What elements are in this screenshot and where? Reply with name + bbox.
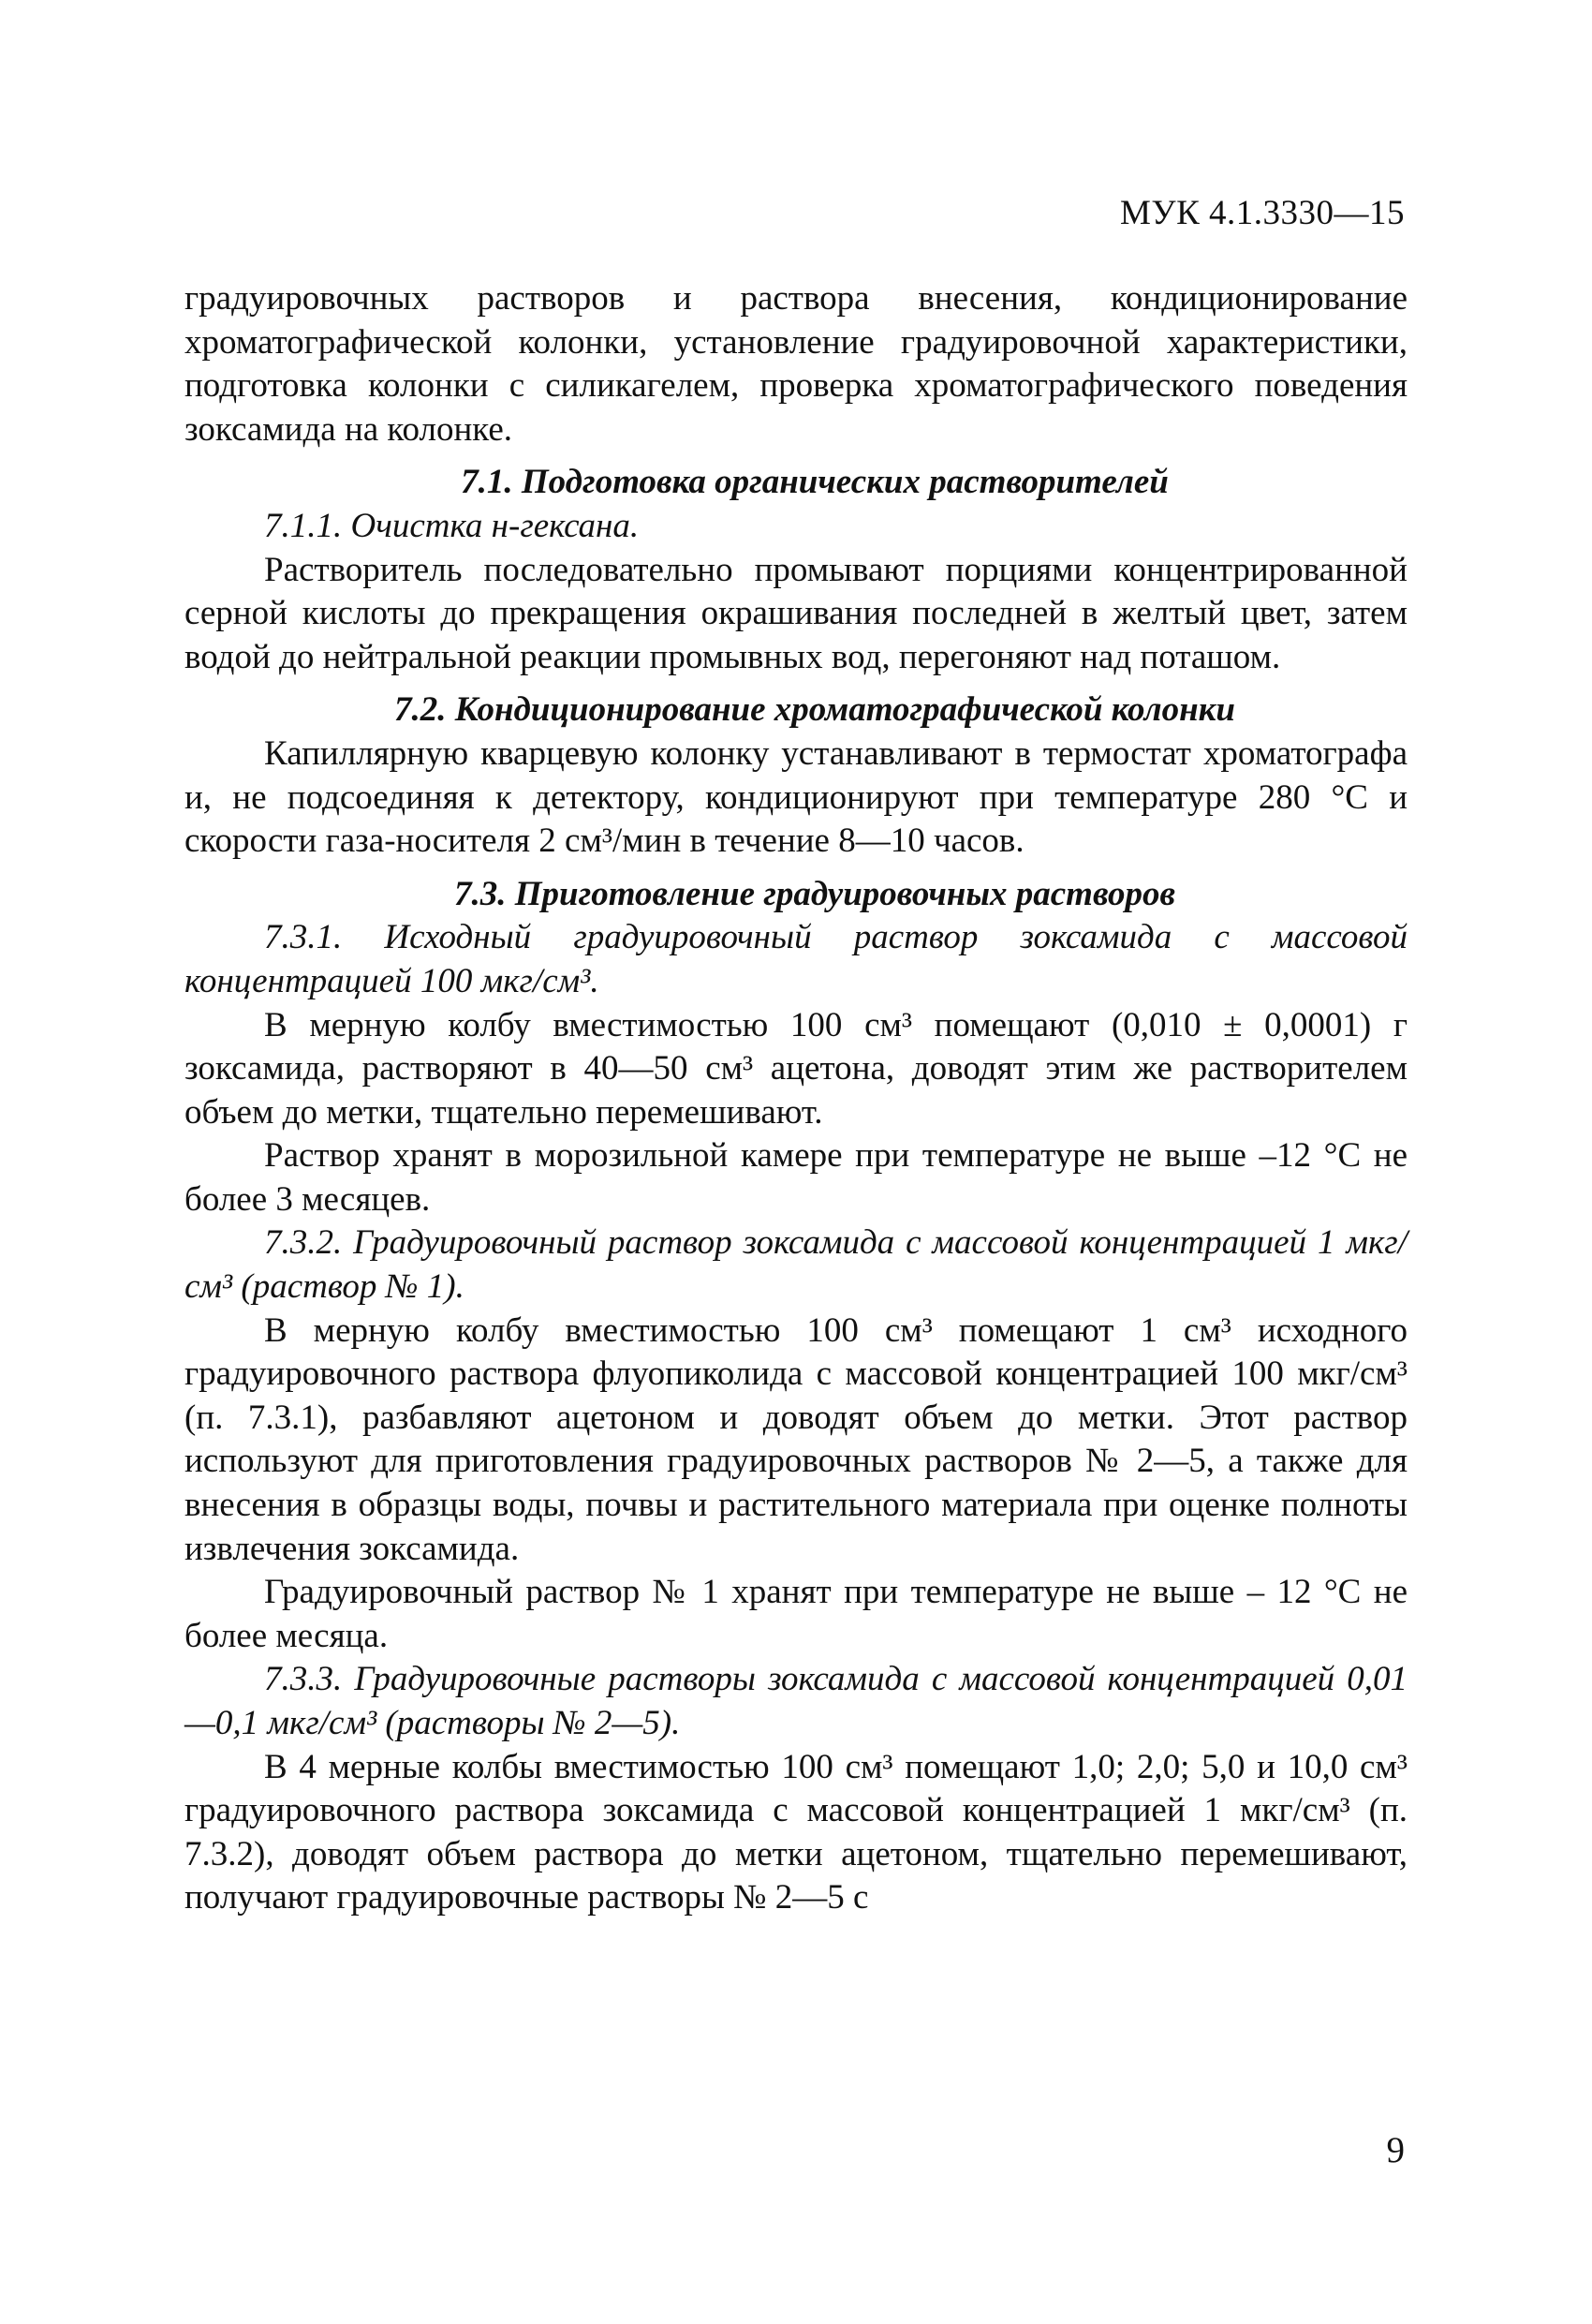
paragraph-stock-storage: Раствор хранят в морозильной камере при температуре не выше –12 °С не более 3 месяцев. xyxy=(184,1136,1408,1219)
document-body xyxy=(184,277,1408,1920)
subsection-heading-7-3-3: 7.3.3. Градуировочные растворы зоксамида с массовой концентрацией 0,01—0,1 мкг/см³ (растворы № 2—5). xyxy=(184,1660,1408,1742)
paragraph-solution-1-storage: Градуировочный раствор № 1 хранят при температуре не выше – 12 °С не более месяца. xyxy=(184,1573,1408,1655)
document-code-header: МУК 4.1.3330—15 xyxy=(1119,194,1405,232)
section-heading-7-3: 7.3. Приготовление градуировочных растворов xyxy=(453,874,1176,913)
paragraph-intro: градуировочных растворов и раствора внесения, кондиционирование хроматографической колонки, установление градуировочной характеристики, подготовка колонки с силикагелем, проверка хроматографического поведения зоксамида на колонке. xyxy=(184,279,1408,449)
page-number: 9 xyxy=(1386,2130,1405,2170)
paragraph-solution-1: В мерную колбу вместимостью 100 см³ помещают 1 см³ исходного градуировочного раствора флуопиколида с массовой концентрацией 100 мкг/см³ (п. 7.3.1), разбавляют ацетоном и доводят объем до метки. Этот раствор используют для приготовления градуировочных растворов № 2—5, а также для внесения в образцы воды, почвы и растительного материала при оценке полноты извлечения зоксамида. xyxy=(184,1310,1408,1568)
section-heading-7-2: 7.2. Кондиционирование хроматографической колонки xyxy=(394,690,1235,730)
paragraph-hexane-cleaning: Растворитель последовательно промывают порциями концентрированной серной кислоты до прекращения окрашивания последней в желтый цвет, затем водой до нейтральной реакции промывных вод, перегоняют над поташом. xyxy=(184,550,1408,676)
section-heading-7-1: 7.1. Подготовка органических растворителей xyxy=(461,463,1169,502)
paragraph-column-conditioning: Капиллярную кварцевую колонку устанавливают в термостат хроматографа и, не подсоединяя к детектору, кондиционируют при температуре 280 °С и скорости газа-носителя 2 см³/мин в течение 8—10 часов. xyxy=(184,733,1408,861)
paragraph-stock-solution: В мерную колбу вместимостью 100 см³ помещают (0,010 ± 0,0001) г зоксамида, растворяют в 40—50 см³ ацетона, доводят этим же растворителем объем до метки, тщательно перемешивают. xyxy=(184,1005,1408,1132)
paragraph-solutions-2-5: В 4 мерные колбы вместимостью 100 см³ помещают 1,0; 2,0; 5,0 и 10,0 см³ градуировочного раствора зоксамида с массовой концентрацией 1 мкг/см³ (п. 7.3.2), доводят объем раствора до метки ацетоном, тщательно перемешивают, получают градуировочные растворы № 2—5 с xyxy=(184,1747,1408,1917)
subsection-heading-7-3-2: 7.3.2. Градуировочный раствор зоксамида с массовой концентрацией 1 мкг/см³ (раствор № 1). xyxy=(184,1223,1408,1307)
subsection-heading-7-3-1: 7.3.1. Исходный градуировочный раствор зоксамида с массовой концентрацией 100 мкг/см³. xyxy=(184,918,1408,1000)
subsection-heading-7-1-1: 7.1.1. Очистка н-гексана. xyxy=(264,506,640,545)
